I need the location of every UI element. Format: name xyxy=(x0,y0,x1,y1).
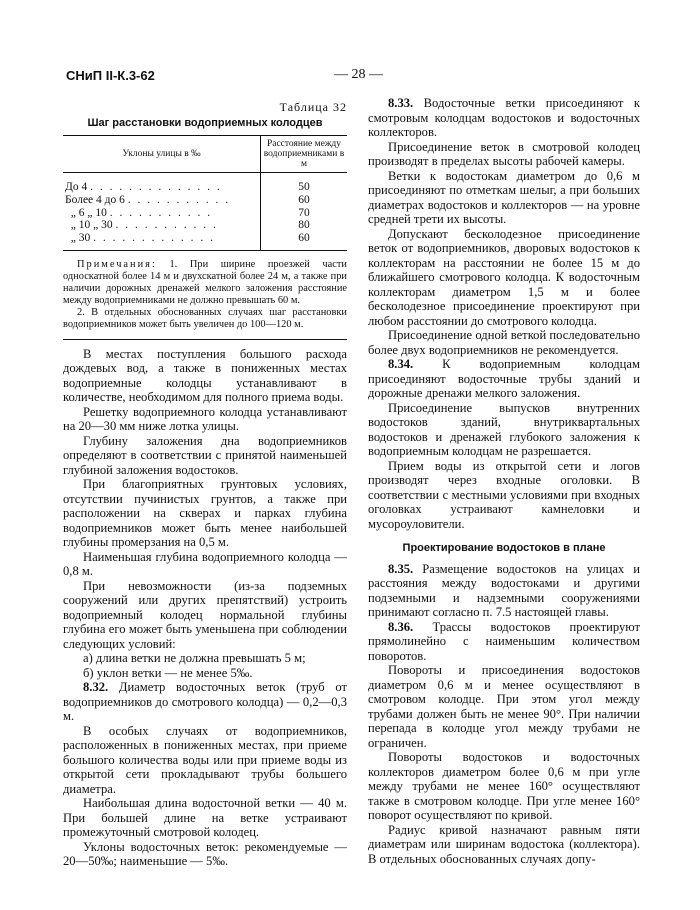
paragraph: Наименьшая глубина водоприемного колодца — 0,8 м. xyxy=(63,549,347,579)
clause-8-36: 8.36. Трассы водостоков проектируют прямолинейно с наименьшим количеством поворотов. xyxy=(368,619,640,663)
clause-number: 8.32. xyxy=(83,680,109,695)
clause-8-34: 8.34. К водоприемным колодцам присоединяют водосточные трубы зданий и дорожные дренажи мелкого заложения. xyxy=(368,357,640,400)
col-header-slope: Уклоны улицы в ‰ xyxy=(63,136,261,173)
paragraph: Присоединение выпусков внутренних водостоков зданий, внутриквартальных водостоков и дренажей глубокого заложения к водоприемным колодцам не разрешается. xyxy=(368,400,640,458)
paragraph: При невозможности (из-за подземных сооружений или других препятствий) устроить водоприемный колодец нормальной глубины глубина его может быть уменьшена при соблюдении следующих условий: xyxy=(63,578,347,651)
paragraph: Повороты и присоединения водостоков диаметром 0,6 м и менее осуществляют в смотровом колодце. При этом угол между трубами должен быть не менее 90°. При наличии перепада в колодце угол между трубами не ограничен. xyxy=(368,663,640,750)
table-row: „ 30 . . . . . . . . . . . . . 60 xyxy=(63,232,347,250)
table-notes xyxy=(63,259,347,340)
spacing-table xyxy=(63,135,347,251)
page-number: — 28 — xyxy=(334,67,383,82)
paragraph: Допускают бесколодезное присоединение веток от водоприемников, дворовых водостоков к коллекторам на расстоянии не более 15 м до ближайшего смотрового колодца. К водосточным коллекторам диаметром 1,5 м и более бесколодезное присоединение проектируют при любом расстоянии до смотрового колодца. xyxy=(368,226,640,328)
clause-number: 8.36. xyxy=(388,619,414,634)
clause-8-33: 8.33. Водосточные ветки присоединяют к смотровым колодцам водостоков и водосточных коллекторов. xyxy=(368,96,640,139)
table-row: До 4 . . . . . . . . . . . . . . 50 xyxy=(63,173,347,194)
distance-cell: 60 xyxy=(298,193,310,206)
paragraph: В местах поступления большого расхода дождевых вод, а также в пониженных местах водоприемные колодцы устанавливают в количестве, необходимом для полного приема воды. xyxy=(63,346,347,405)
table-row: Более 4 до 6 . . . . . . . . . . . 60 xyxy=(63,194,347,207)
distance-cell: 50 xyxy=(298,181,310,193)
table-row: „ 6 „ 10 . . . . . . . . . . . 70 xyxy=(63,207,347,220)
right-column xyxy=(368,96,640,866)
note-2: 2. В отдельных обоснованных случаях шаг расстановки водоприемников может быть увеличен до 100—120 м. xyxy=(63,306,347,330)
paragraph: Присоединение одной веткой последовательно более двух водоприемников не рекомендуется. xyxy=(368,328,640,357)
slope-cell: До 4 xyxy=(65,181,88,193)
paragraph: При благоприятных грунтовых условиях, отсутствии пучинистых грунтов, а также при расположении на скверах и парках глубина водоприемников может быть менее наибольшей глубины промерзания на 0,5 м. xyxy=(63,477,347,550)
col-header-distance: Расстояние между водоприемниками в м xyxy=(261,136,348,173)
paragraph: Присоединение веток в смотровой колодец производят в пределах высоты рабочей камеры. xyxy=(368,139,640,168)
paragraph: Радиус кривой назначают равным пяти диаметрам или ширинам водостока (коллектора). В отдельных обоснованных случаях допу- xyxy=(368,822,640,866)
paragraph: Уклоны водосточных веток: рекомендуемые — 20—50‰; наименьшие — 5‰. xyxy=(63,839,347,869)
distance-cell: 80 xyxy=(298,219,310,232)
paragraph: Наибольшая длина водосточной ветки — 40 м. При большей длине на ветке устраивают промежуточный смотровой колодец. xyxy=(63,796,347,840)
slope-cell: Более 4 до 6 xyxy=(65,193,125,206)
paragraph: Решетку водоприемного колодца устанавливают на 20—30 мм ниже лотка улицы. xyxy=(63,404,347,434)
table-row: „ 10 „ 30 . . . . . . . . . . . 80 xyxy=(63,219,347,232)
distance-cell: 70 xyxy=(298,206,310,219)
clause-8-32: 8.32. Диаметр водосточных веток (труб от водоприемников до смотрового колодца) — 0,2—0,3 м. xyxy=(63,680,347,724)
left-column xyxy=(63,96,347,869)
notes-label: Примечания: xyxy=(77,258,157,270)
paragraph: Прием воды из открытой сети и логов производят через входные оголовки. В соответствии с местными условиями при входных оголовках устраивают камнеловки и мусороуловители. xyxy=(368,458,640,531)
slope-cell: „ 30 xyxy=(70,232,91,245)
slope-cell: „ 6 „ 10 xyxy=(70,206,107,219)
paragraph: Глубину заложения дна водоприемников определяют в соответствии с принятой наименьшей глубиной заложения водостоков. xyxy=(63,433,347,477)
clause-8-35: 8.35. Размещение водостоков на улицах и расстояния между водостоками и другими подземными и надземными сооружениями принимают согласно п. 7.5 настоящей главы. xyxy=(368,561,640,619)
note-1: 1. При ширине проезжей части односкатной более 14 м и двухскатной более 24 м, а также при наличии дорожных дренажей мелкого заложения расстояние между водоприемниками не должно превышать 60 м. xyxy=(63,258,347,306)
table-title: Шаг расстановки водоприемных колодцев xyxy=(87,116,323,129)
section-heading: Проектирование водостоков в плане xyxy=(402,542,606,554)
slope-cell: „ 10 „ 30 xyxy=(70,219,113,232)
paragraph: Ветки к водостокам диаметром до 0,6 м присоединяют по отметкам шелыг, а при больших диаметрах водостоков и коллекторов — на уровне средней трети их высоты. xyxy=(368,168,640,226)
paragraph: Повороты водостоков и водосточных коллекторов диаметром более 0,6 м при угле между трубами не менее 160° осуществляют также в смотровом колодце. При угле менее 160° поворот осуществляют по кривой. xyxy=(368,750,640,822)
clause-number: 8.33. xyxy=(388,96,414,110)
table-caption: Таблица 32 xyxy=(279,100,347,114)
clause-number: 8.34. xyxy=(388,357,414,371)
document-code: СНиП II-К.3-62 xyxy=(66,68,155,83)
distance-cell: 60 xyxy=(261,232,348,250)
clause-number: 8.35. xyxy=(388,561,414,576)
list-item-a: а) длина ветки не должна превышать 5 м; xyxy=(83,651,306,666)
table-32 xyxy=(63,100,347,340)
paragraph: В особых случаях от водоприемников, расположенных в пониженных местах, при приеме большого количества воды или при приеме воды из открытой сети прокладывают трубы большего диаметра. xyxy=(63,723,347,796)
list-item-b: б) уклон ветки — не менее 5‰. xyxy=(83,665,253,680)
